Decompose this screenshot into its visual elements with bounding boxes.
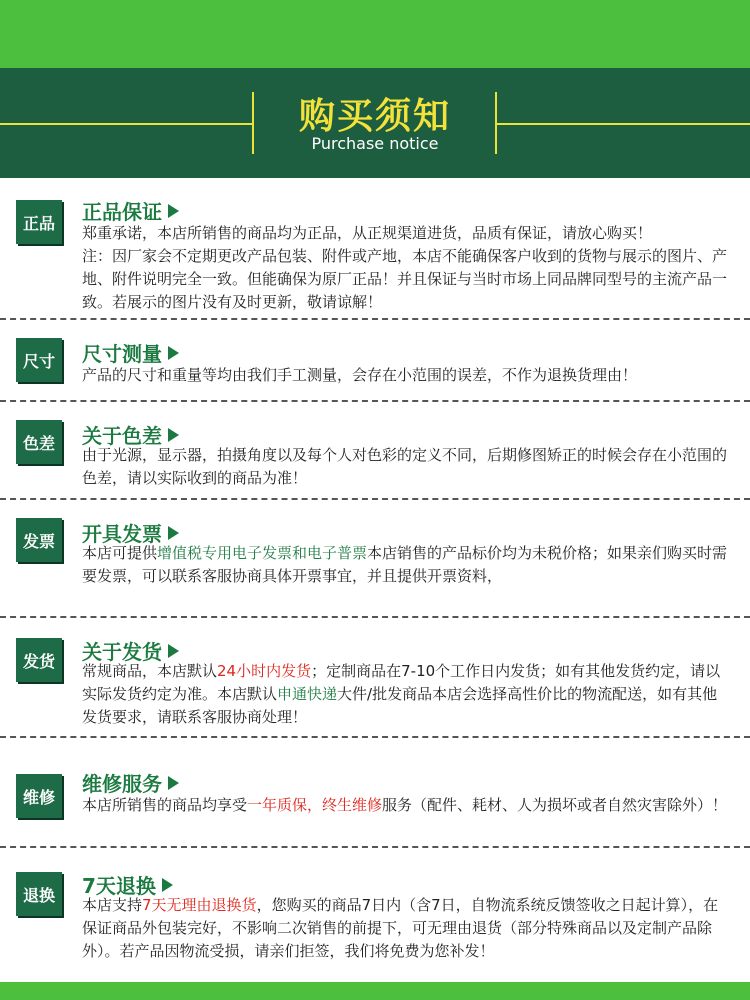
warranty-highlight: 一年质保，终生维修 (247, 796, 383, 814)
arrow-right-icon (168, 776, 179, 790)
returns-highlight: 7天无理由退换货 (142, 896, 257, 914)
badge-genuine: 正品 (16, 200, 62, 244)
genuine-note: 注：因厂家会不定期更改产品包装、附件或产地，本店不能确保客户收到的货物与展示的图片、产地、附件说明完全一致。但能确保为原厂正品！并且保证与当时市场上同品牌同型号的主流产品一致。若展示的图片没有及时更新，敬请谅解！ (82, 247, 728, 311)
heading-repair: 维修服务 (82, 768, 179, 797)
badge-color: 色差 (16, 420, 62, 464)
banner-title: 购买须知 (298, 96, 451, 137)
body-shipping: 常规商品，本店默认24小时内发货；定制商品在7-10个工作日内发货；如有其他发货约定，请以实际发货约定为准。本店默认申通快递大件/批发商品本店会选择高性价比的物流配送，如有其他发货要求，请联系客服协商处理！ (82, 662, 721, 726)
body-size: 产品的尺寸和重量等均由我们手工测量，会存在小范围的误差，不作为退换货理由！ (82, 366, 638, 384)
divider (0, 400, 750, 402)
divider (0, 846, 750, 848)
body-returns: 本店支持7天无理由退换货，您购买的商品7日内（含7日，自物流系统反馈签收之日起计算），在保证商品外包装完好，不影响二次销售的前提下，可无理由退货（部分特殊商品以及定制产品除外）。若产品因物流受损，请亲们拒签，我们将免费为您补发！ (82, 896, 719, 960)
top-green-strip (0, 0, 750, 68)
badge-shipping: 发货 (16, 638, 62, 682)
badge-invoice: 发票 (16, 518, 62, 562)
body-color: 由于光源，显示器，拍摄角度以及每个人对色彩的定义不同，后期修图矫正的时候会存在小范围的色差，请以实际收到的商品为准！ (82, 446, 728, 487)
courier-name: 申通快递 (277, 685, 338, 703)
arrow-right-icon (168, 526, 179, 540)
arrow-right-icon (168, 346, 179, 360)
body-invoice: 本店可提供增值税专用电子发票和电子普票本店销售的产品标价均为未税价格；如果亲们购买时需要发票，可以联系客服协商具体开票事宜，并且提供开票资料， (82, 544, 728, 585)
banner-line-left (0, 123, 252, 125)
header-banner (0, 68, 750, 178)
heading-color: 关于色差 (82, 420, 179, 449)
heading-invoice: 开具发票 (82, 518, 179, 547)
arrow-right-icon (168, 428, 179, 442)
divider (0, 318, 750, 320)
arrow-right-icon (162, 878, 173, 892)
heading-shipping: 关于发货 (82, 636, 179, 665)
divider (0, 736, 750, 738)
invoice-types: 增值税专用电子发票和电子普票 (157, 544, 368, 562)
shipping-time-highlight: 24小时内发货 (217, 662, 312, 680)
body-repair: 本店所销售的商品均享受一年质保，终生维修服务（配件、耗材、人为损坏或者自然灾害除外）！ (82, 796, 728, 814)
bottom-green-strip (0, 982, 750, 1000)
badge-size: 尺寸 (16, 338, 62, 382)
genuine-promise: 郑重承诺，本店所销售的商品均为正品，从正规渠道进货，品质有保证，请放心购买！ (82, 224, 653, 242)
heading-returns: 7天退换 (82, 870, 173, 899)
banner-subtitle: Purchase notice (311, 134, 439, 153)
divider (0, 498, 750, 500)
body-genuine (82, 222, 732, 314)
heading-genuine: 正品保证 (82, 196, 179, 225)
arrow-right-icon (168, 644, 179, 658)
badge-repair: 维修 (16, 774, 62, 818)
banner-line-right (497, 123, 750, 125)
heading-size: 尺寸测量 (82, 338, 179, 367)
arrow-right-icon (168, 204, 179, 218)
badge-returns: 退换 (16, 872, 62, 916)
divider (0, 616, 750, 618)
